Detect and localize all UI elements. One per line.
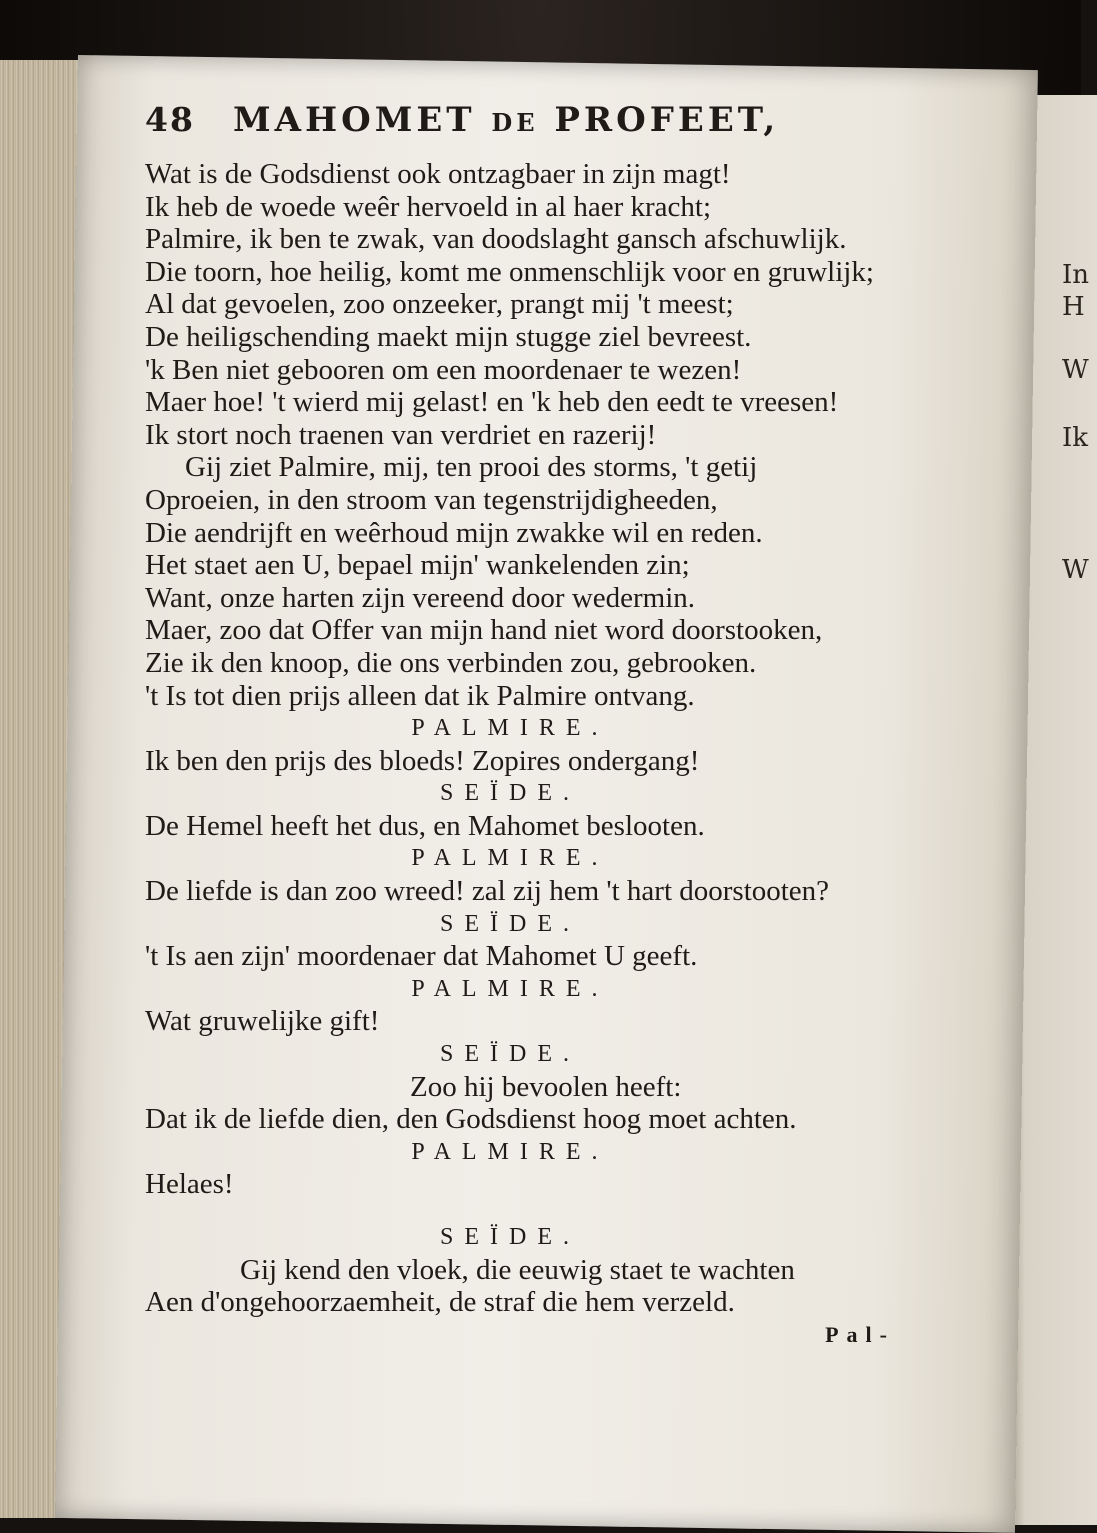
- speaker-heading: SEÏDE.: [440, 1041, 580, 1068]
- adjacent-fragment: H: [1062, 292, 1085, 322]
- speaker-heading: SEÏDE.: [440, 780, 580, 807]
- verse-line: Want, onze harten zijn vereend door wedermin.: [145, 581, 696, 614]
- title-end: PROFEET,: [554, 100, 780, 140]
- verse-line: De Hemel heeft het dus, en Mahomet beslooten.: [145, 809, 705, 842]
- verse-line: Palmire, ik ben te zwak, van doodslaght gansch afschuwlijk.: [145, 223, 847, 256]
- verse-line: Gij kend den vloek, die eeuwig staet te wachten: [240, 1253, 795, 1286]
- verse-line: Dat ik de liefde dien, den Godsdienst hoog moet achten.: [145, 1103, 797, 1136]
- catchword: Pal-: [825, 1321, 895, 1347]
- running-header: [145, 100, 905, 158]
- running-title: [233, 100, 779, 140]
- adjacent-fragment: W: [1062, 555, 1089, 585]
- verse-line: Oproeien, in den stroom van tegenstrijdigheeden,: [145, 483, 718, 516]
- speaker-heading: SEÏDE.: [440, 910, 580, 937]
- title-main: MAHOMET: [232, 100, 476, 140]
- verse-line: 'k Ben niet gebooren om een moordenaer te wezen!: [145, 353, 742, 386]
- verse-line: Al dat gevoelen, zoo onzeeker, prangt mij 't meest;: [145, 288, 734, 321]
- verse-line: Gij ziet Palmire, mij, ten prooi des storms, 't getij: [185, 451, 758, 484]
- spacer: [145, 1201, 905, 1221]
- verse-line: Maer hoe! 't wierd mij gelast! en 'k heb den eedt te vreesen!: [145, 386, 839, 419]
- speaker-heading: PALMIRE.: [411, 1138, 609, 1165]
- verse-line: Zie ik den knoop, die ons verbinden zou, gebrooken.: [145, 646, 757, 679]
- verse-line: Wat is de Godsdienst ook ontzagbaer in zijn magt!: [145, 158, 731, 190]
- verse-line: Die aendrijft en weêrhoud mijn zwakke wil en reden.: [145, 516, 763, 549]
- speaker-heading: PALMIRE.: [411, 975, 609, 1002]
- adjacent-fragment: In: [1062, 260, 1090, 290]
- verse-line: 't Is tot dien prijs alleen dat ik Palmire ontvang.: [145, 679, 695, 712]
- speaker-heading: PALMIRE.: [411, 845, 609, 872]
- page-text: [145, 100, 905, 1351]
- adjacent-fragment: Ik: [1062, 423, 1089, 453]
- verse-line: Maer, zoo dat Offer van mijn hand niet word doorstooken,: [145, 614, 823, 647]
- verse-line: Wat gruwelijke gift!: [145, 1005, 380, 1038]
- verse-line: Zoo hij bevoolen heeft:: [410, 1070, 682, 1103]
- adjacent-fragment: W: [1062, 355, 1089, 385]
- verse-line: Ik heb de woede weêr hervoeld in al haer kracht;: [145, 190, 712, 223]
- verse-line: Ik ben den prijs des bloeds! Zopires ondergang!: [145, 744, 700, 777]
- verse-line: Helaes!: [145, 1168, 234, 1201]
- verse-line: Ik stort noch traenen van verdriet en razerij!: [145, 418, 657, 451]
- verse-line: De liefde is dan zoo wreed! zal zij hem 't hart doorstooten?: [145, 875, 830, 908]
- verse-line: Die toorn, hoe heilig, komt me onmenschlijk voor en gruwlijk;: [145, 255, 874, 288]
- title-connector: DE: [491, 108, 539, 137]
- verse-line: De heiligschending maekt mijn stugge ziel bevreest.: [145, 320, 752, 353]
- speaker-heading: SEÏDE.: [440, 1224, 580, 1250]
- speaker-heading: PALMIRE.: [411, 715, 609, 742]
- verse-line: Aen d'ongehoorzaemheit, de straf die hem verzeld.: [145, 1286, 735, 1319]
- verse-line: 't Is aen zijn' moordenaer dat Mahomet U geeft.: [145, 940, 698, 973]
- page-number: 48: [145, 100, 195, 139]
- verse-line: Het staet aen U, bepael mijn' wankelenden zin;: [145, 549, 690, 582]
